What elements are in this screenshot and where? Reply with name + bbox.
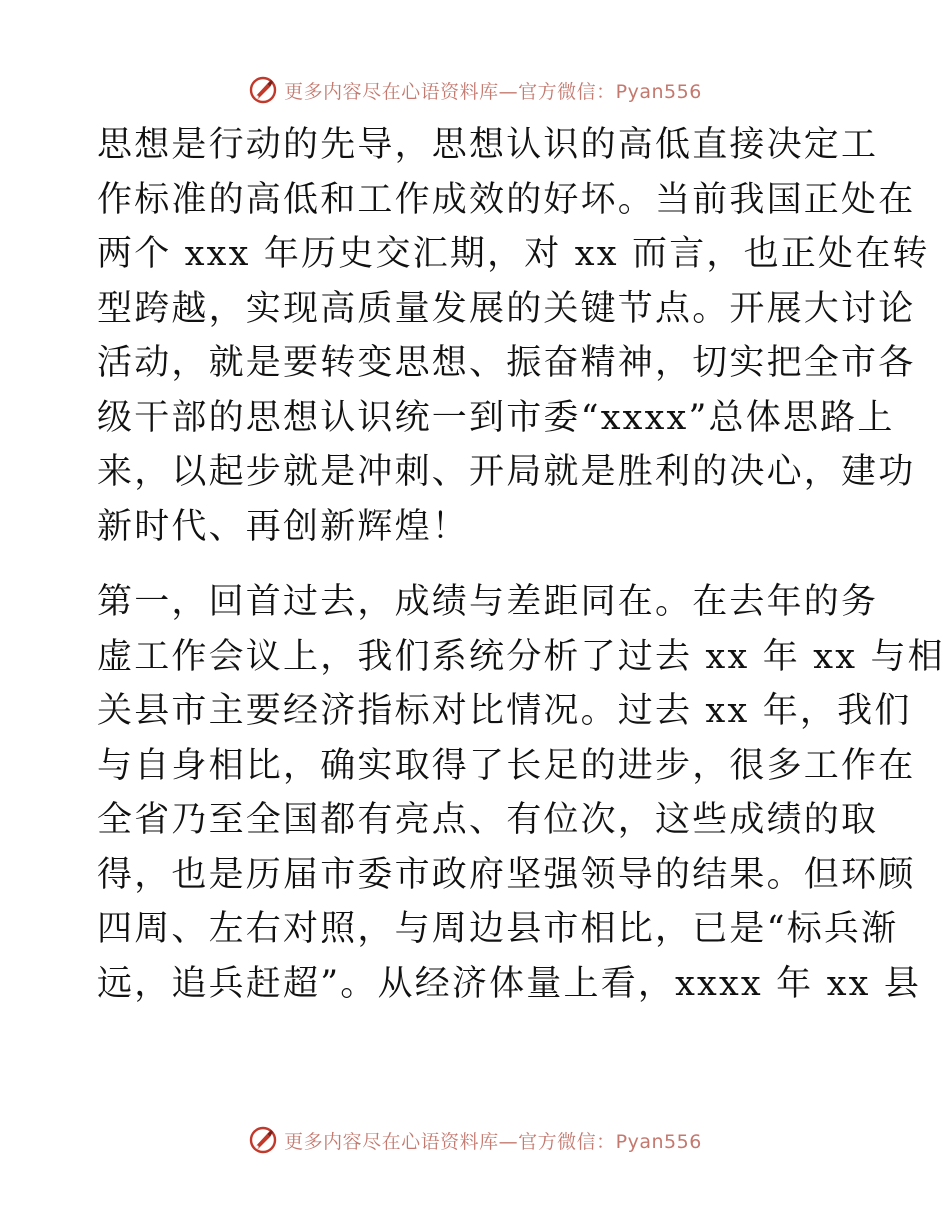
text-line: 与自身相比，确实取得了长足的进步，很多工作在	[97, 745, 916, 786]
paragraph-1	[97, 118, 930, 554]
text-line: 作标准的高低和工作成效的好坏。当前我国正处在	[97, 179, 916, 220]
footer-watermark	[0, 1120, 950, 1160]
text-line: 虚工作会议上，我们系统分析了过去 xx 年 xx 与相	[97, 636, 945, 677]
pen-logo-icon	[248, 1125, 278, 1155]
text-line: 型跨越，实现高质量发展的关键节点。开展大讨论	[97, 288, 916, 329]
document-body	[97, 118, 945, 1011]
pen-logo-icon	[248, 75, 278, 105]
text-line: 级干部的思想认识统一到市委“xxxx”总体思路上	[97, 397, 895, 438]
watermark-text: 更多内容尽在心语资料库—官方微信：Pyan556	[284, 80, 702, 103]
text-line: 关县市主要经济指标对比情况。过去 xx 年，我们	[97, 691, 912, 731]
text-line: 来，以起步就是冲刺、开局就是胜利的决心，建功	[97, 452, 916, 492]
text-line: 第一，回首过去，成绩与差距同在。在去年的务	[97, 582, 879, 622]
text-line: 活动，就是要转变思想、振奋精神，切实把全市各	[97, 343, 916, 383]
text-line: 四周、左右对照，与周边县市相比，已是“标兵渐	[97, 909, 899, 949]
paragraph-2	[97, 575, 945, 1011]
watermark-text: 更多内容尽在心语资料库—官方微信：Pyan556	[284, 1130, 702, 1153]
text-line: 得，也是历届市委市政府坚强领导的结果。但环顾	[97, 854, 916, 895]
text-line: 两个 xxx 年历史交汇期，对 xx 而言，也正处在转	[97, 234, 930, 274]
text-line: 新时代、再创新辉煌！	[97, 506, 470, 547]
text-line: 全省乃至全国都有亮点、有位次，这些成绩的取	[97, 800, 879, 840]
text-line: 思想是行动的先导，思想认识的高低直接决定工	[97, 125, 879, 165]
text-line: 远，追兵赶超”。从经济体量上看，xxxx 年 xx 县	[97, 963, 922, 1004]
header-watermark	[0, 70, 950, 110]
